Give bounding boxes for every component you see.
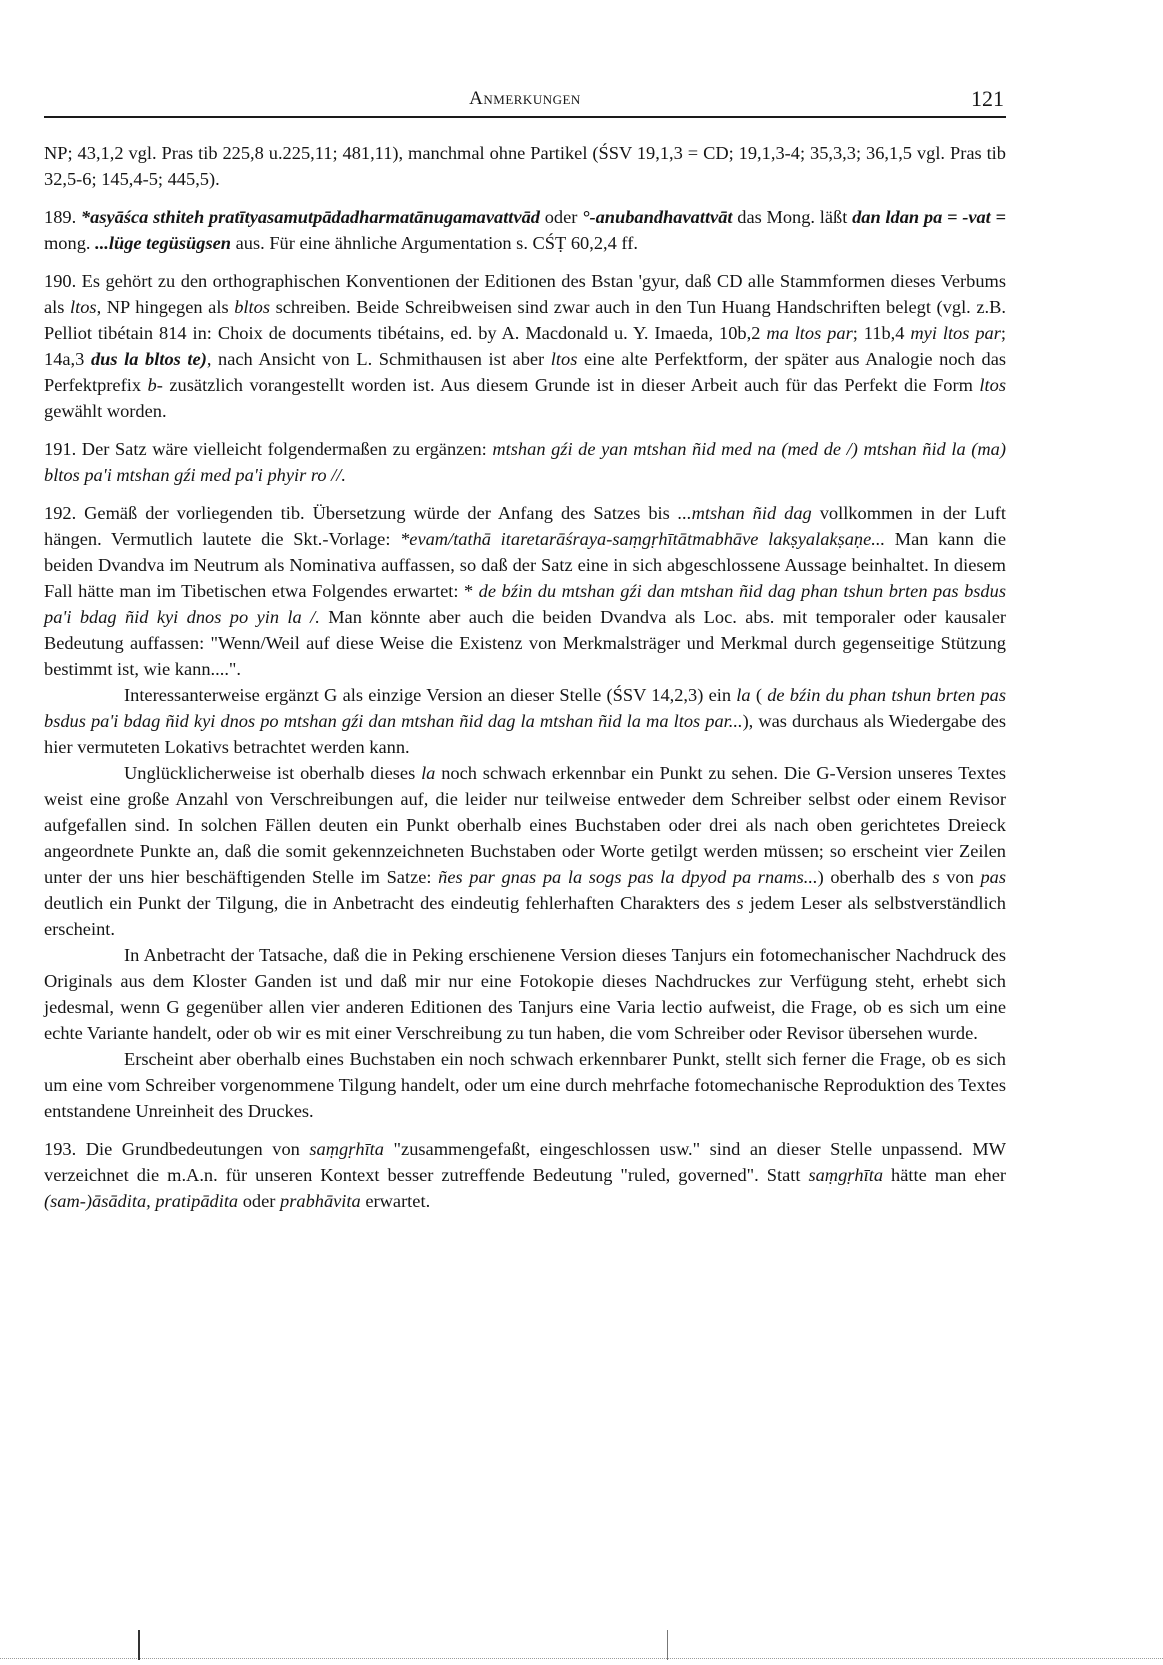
sanskrit-term: prabhāvita — [280, 1191, 361, 1211]
note-192 — [44, 500, 1006, 682]
note-text: "zusammengefaßt, eingeschlossen usw." sind an dieser Stelle unpassend. MW verzeichnet die m.A.n. für unseren Kontext besser zutreffende Bedeutung "ruled, governed". Statt — [44, 1139, 1006, 1185]
note-text: jedem Leser als selbstverständlich erscheint. — [44, 893, 1006, 939]
tibetan-term: b- — [147, 375, 163, 395]
tibetan-term: ltos — [550, 349, 578, 369]
note-text: aus. Für eine ähnliche Argumentation s. CŚṬ 60,2,4 ff. — [231, 233, 638, 253]
note-193 — [44, 1136, 1006, 1214]
note-text: Man könnte aber auch die beiden Dvandva als Loc. abs. mit temporaler oder kausaler Bedeutung auffassen: "Wenn/Weil auf diese Weise die Existenz von Merkmalsträger und Merkmal durch gegenseitige Stützung bestimmt ist, wie kann....". — [44, 607, 1006, 679]
note-text: Man kann die beiden Dvandva im Neutrum als Nominativa auffassen, so daß der Satz eine in sich abgeschlossene Aussage beinhaltet. In diesem Fall hätte man im Tibetischen etwa Folgendes erwartet: * — [44, 529, 1006, 601]
note-text: Interessanterweise ergänzt G als einzige Version an dieser Stelle (ŚSV 14,2,3) ein — [124, 685, 737, 705]
note-192-paragraph-3 — [44, 760, 1006, 942]
sanskrit-term: saṃgṛhīta — [309, 1139, 384, 1159]
note-text: hätte man eher — [883, 1165, 1006, 1185]
note-text: Gemäß der vorliegenden tib. Übersetzung würde der Anfang des Satzes bis — [76, 503, 678, 523]
note-text: Es gehört zu den orthographischen Konventionen der Editionen des Bstan 'gyur, daß CD alle Stammformen dieses Verbums als — [44, 271, 1006, 317]
page-header — [44, 86, 1006, 118]
note-text: , nach Ansicht von L. Schmithausen ist aber — [206, 349, 551, 369]
note-text: In Anbetracht der Tatsache, daß die in Peking erschienene Version dieses Tanjurs ein fotomechanischer Nachdruck des Originals aus dem Kloster Ganden ist und daß mir nur eine Fotokopie dieses Nachdruckes zur Verfügung steht, erhebt sich jedesmal, wenn G gegenüber allen vier anderen Editionen des Tanjurs eine Varia lectio aufweist, die Frage, ob es sich um eine echte Variante handelt, oder ob wir es mit einer Verschreibung zu tun haben, die vom Schreiber oder Revisor übersehen wurde. — [44, 945, 1006, 1043]
note-text: ) oberhalb des — [817, 867, 933, 887]
note-text: Unglücklicherweise ist oberhalb dieses — [124, 763, 422, 783]
note-text: schreiben. Beide Schreibweisen sind zwar auch in den Tun Huang Handschriften belegt (vgl. z.B. Pelliot tibétain 814 in: Choix de documents tibétains, ed. by A. Macdonald u. Y. Imaeda, 10b,2 — [44, 297, 1006, 343]
tibetan-term: ltos — [979, 375, 1006, 395]
notes-body — [44, 140, 1006, 1226]
note-text: Erscheint aber oberhalb eines Buchstaben ein noch schwach erkennbarer Punkt, stellt sich ferner die Frage, ob es sich um eine vom Schreiber vorgenommene Tilgung handelt, oder um eine durch mehrfache fotomechanische Reproduktion des Textes entstandene Unreinheit des Druckes. — [44, 1049, 1006, 1121]
tibetan-term: s — [736, 893, 744, 913]
tibetan-term: ...mtshan ñid dag — [677, 503, 812, 523]
note-text: oder — [238, 1191, 281, 1211]
sanskrit-reconstruction: *asyāśca sthiteh pratītyasamutpādadharmatānugamavattvād — [80, 207, 540, 227]
note-text: von — [939, 867, 981, 887]
note-192-paragraph-5 — [44, 1046, 1006, 1124]
scan-artifact-line — [0, 1658, 1163, 1660]
tibetan-term: bltos — [234, 297, 270, 317]
note-number: 189. — [44, 207, 77, 227]
running-title: Anmerkungen — [469, 88, 581, 109]
note-text: Die Grundbedeutungen von — [76, 1139, 310, 1159]
note-text: das Mong. läßt — [732, 207, 853, 227]
tibetan-sentence: de bźin du phan tshun brten pas bsdus pa'i bdag ñid kyi dnos po mtshan gźi dan mtshan ñid dag la mtshan ñid la ma ltos par... — [44, 685, 1006, 731]
note-text: zusätzlich vorangestellt worden ist. Aus diesem Grunde ist in dieser Arbeit auch für das Perfekt die Form — [162, 375, 980, 395]
tibetan-term: dus la bltos te) — [90, 349, 207, 369]
note-191 — [44, 436, 1006, 488]
note-text: vollkommen in der Luft hängen. Vermutlich lautete die Skt.-Vorlage: — [44, 503, 1006, 549]
sanskrit-variant: °-anubandhavattvāt — [582, 207, 733, 227]
note-number: 191. — [44, 439, 77, 459]
note-text: mong. — [44, 233, 96, 253]
page-number: 121 — [971, 86, 1004, 111]
scan-artifact-mark — [138, 1630, 140, 1660]
note-number: 193. — [44, 1139, 77, 1159]
note-text: eine alte Perfektform, der später aus Analogie noch das Perfektprefix — [44, 349, 1007, 395]
tibetan-term: s — [932, 867, 940, 887]
continuation-text: NP; 43,1,2 vgl. Pras tib 225,8 u.225,11; 481,11), manchmal ohne Partikel (ŚSV 19,1,3 = CD; 19,1,3-4; 35,3,3; 36,1,5 vgl. Pras tib 32,5-6; 145,4-5; 445,5). — [44, 143, 1006, 189]
tibetan-term: myi ltos par — [910, 323, 1001, 343]
tibetan-sentence: ñes par gnas pa la sogs pas la dpyod pa rnams... — [438, 867, 818, 887]
note-text: ; 14a,3 — [44, 323, 1006, 369]
sanskrit-reconstruction: *evam/tathā itaretarāśraya-saṃgṛhītātmabhāve lakṣyalakṣaṇe... — [400, 529, 886, 549]
note-text: erwartet. — [360, 1191, 431, 1211]
tibetan-term: la — [736, 685, 751, 705]
note-number: 192. — [44, 503, 77, 523]
note-text: deutlich ein Punkt der Tilgung, die in Anbetracht des eindeutig fehlerhaften Charakters des — [44, 893, 737, 913]
note-189 — [44, 204, 1006, 256]
tibetan-term: ltos — [70, 297, 97, 317]
note-text: oder — [539, 207, 583, 227]
note-192-paragraph-2 — [44, 682, 1006, 760]
note-text: , NP hingegen als — [96, 297, 235, 317]
tibetan-sentence: mtshan gźi de yan mtshan ñid med na (med de /) mtshan ñid la (ma) bltos pa'i mtshan gźi med pa'i phyir ro //. — [44, 439, 1006, 485]
note-text: ( — [750, 685, 768, 705]
note-text: noch schwach erkennbar ein Punkt zu sehen. Die G-Version unseres Textes weist eine große Anzahl von Verschreibungen auf, die leider nur teilweise entweder dem Schreiber selbst oder einem Revisor aufgefallen sind. In solchen Fällen deuten ein Punkt oberhalb eines Buchstaben oder drei als nach oben gerichtetes Dreieck angeordnete Punkte an, daß die somit gekennzeichneten Buchstaben oder Worte getilgt werden müssen; so erscheint vier Zeilen unter der uns hier beschäftigenden Stelle im Satze: — [44, 763, 1007, 887]
mongolian-term: ...lüge tegüsügsen — [95, 233, 232, 253]
tibetan-term: la — [421, 763, 436, 783]
tibetan-sentence: de bźin du mtshan gźi dan mtshan ñid dag phan tshun brten pas bsdus pa'i bdag ñid kyi dnos po yin la /. — [44, 581, 1006, 627]
note-text: Der Satz wäre vielleicht folgendermaßen zu ergänzen: — [76, 439, 493, 459]
scan-artifact-mark — [667, 1630, 668, 1660]
note-text: gewählt worden. — [44, 401, 167, 421]
sanskrit-term: saṃgṛhīta — [808, 1165, 884, 1185]
sanskrit-term: (sam-)āsādita, pratipādita — [44, 1191, 239, 1211]
tibetan-term: ma ltos par — [766, 323, 853, 343]
tibetan-term: pas — [980, 867, 1007, 887]
note-190 — [44, 268, 1006, 424]
note-number: 190. — [44, 271, 77, 291]
note-192-paragraph-4 — [44, 942, 1006, 1046]
note-continuation — [44, 140, 1006, 192]
tibetan-term: dan ldan pa = -vat = — [852, 207, 1006, 227]
note-text: ), was durchaus als Wiedergabe des hier vermuteten Lokativs betrachtet werden kann. — [44, 711, 1007, 757]
note-text: ; 11b,4 — [852, 323, 911, 343]
